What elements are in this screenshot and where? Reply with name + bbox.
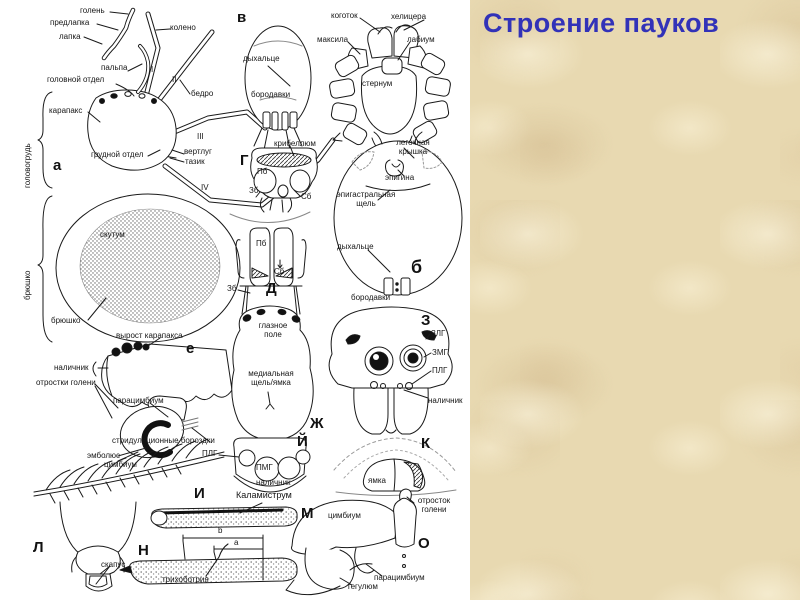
label-g-pb: Пб <box>257 167 268 176</box>
label-leg3: III <box>197 132 204 141</box>
label-leg2: II <box>172 75 177 84</box>
label-d-sb: Сб <box>274 267 285 276</box>
figure-v-drawing <box>245 26 311 150</box>
label-trikhobotriya: трихоботрия <box>162 575 209 584</box>
figure-m-drawing <box>151 503 297 528</box>
label-otrostok-goleni: отросток голени <box>417 496 451 514</box>
figure-letter-n: Н <box>138 542 149 559</box>
slide-title: Строение пауков <box>483 8 720 38</box>
label-karapaks: карапакс <box>49 106 83 115</box>
label-b-borodavki: бородавки <box>351 293 391 302</box>
label-bryushko-bottom: брюшко <box>51 316 81 325</box>
figure-letter-y: Й <box>297 433 308 450</box>
label-legochnaya-kryshka: легочная крышка <box>396 138 430 156</box>
label-palpa: пальпа <box>101 63 128 72</box>
label-khelitsera: хелицера <box>391 12 427 21</box>
label-o-paratsimbium: парацимбиум <box>374 573 425 582</box>
label-v-dykhaltse: дыхальце <box>243 54 280 63</box>
figure-letter-g: Г <box>240 152 249 169</box>
figure-letter-v: в <box>237 9 247 26</box>
label-zlg: ЗЛГ <box>431 329 446 338</box>
label-epigastralnaya-shchel: эпигастральная щель <box>336 190 396 208</box>
label-yamka: ямка <box>368 476 386 485</box>
label-y-plg: ПЛГ <box>202 449 218 458</box>
figure-l-drawing <box>60 502 136 591</box>
figure-k-drawing <box>334 435 456 496</box>
label-bracket-a: a <box>234 538 239 547</box>
figure-letter-d: Д <box>266 280 277 297</box>
label-bryushko-side: брюшко <box>23 270 32 300</box>
label-bedro: бедро <box>191 89 214 98</box>
label-v-borodavki: бородавки <box>251 90 291 99</box>
label-e-tsimbium: цимбиум <box>104 460 137 469</box>
figure-letter-k: К <box>421 435 431 452</box>
label-y-nalichnik: наличник <box>256 478 291 487</box>
label-o-tsimbium: цимбиум <box>328 511 361 520</box>
label-golen: голень <box>80 6 105 15</box>
label-maksila: максила <box>317 35 349 44</box>
figure-letter-b: б <box>411 257 423 277</box>
label-grudnoy-otdel: грудной отдел <box>91 150 144 159</box>
label-vertlug: вертлуг <box>184 147 212 156</box>
figure-letter-zh: Ж <box>310 415 324 432</box>
label-skapus: скапус <box>101 560 126 569</box>
label-koleno: колено <box>170 23 196 32</box>
label-embolyus: эмболюс <box>87 451 121 460</box>
figure-letter-z: З <box>421 312 431 329</box>
label-golovogrud-side: головогрудь <box>23 143 32 188</box>
label-epigina: эпигина <box>385 173 415 182</box>
figure-letter-i: И <box>194 485 205 502</box>
label-pmg: ПМГ <box>256 463 273 472</box>
label-kalamistrum: Каламиструм <box>236 490 292 500</box>
label-leg4: IV <box>201 183 209 192</box>
label-otrostki-goleni: отростки голени <box>36 378 96 387</box>
label-d-pb: Пб <box>256 239 267 248</box>
label-z-nalichnik: наличник <box>428 396 463 405</box>
label-golovnoy-otdel: головной отдел <box>47 75 105 84</box>
label-tegulyum: тегулюм <box>347 582 378 591</box>
label-labium: лабиум <box>407 35 435 44</box>
label-predlapka: предлапка <box>50 18 90 27</box>
label-stridulyatsionnye-borozdki: стридуляционные бороздки <box>112 436 215 445</box>
label-sternum: стернум <box>362 79 393 88</box>
label-medialnaya-shchel: медиальная щель/ямка <box>248 369 294 387</box>
label-e-paratsimbium: парацимбиум <box>113 396 164 405</box>
label-zmg: ЗМГ <box>432 348 448 357</box>
figure-letter-m: М <box>301 505 314 522</box>
label-tazik: тазик <box>185 157 205 166</box>
figure-letter-a: а <box>53 157 62 174</box>
figure-letter-o: О <box>418 535 430 552</box>
label-z-plg: ПЛГ <box>432 366 448 375</box>
label-e-nalichnik: наличник <box>54 363 89 372</box>
label-bracket-b: b <box>218 526 223 535</box>
label-glaznoe-pole: глазное поле <box>258 321 288 339</box>
label-g-zb: Зб <box>249 186 259 195</box>
label-kogotok: коготок <box>331 11 358 20</box>
label-skutum: скутум <box>100 230 125 239</box>
figure-letter-l: Л <box>33 539 44 556</box>
label-vyrost-karapaksa: вырост карапакса <box>116 331 183 340</box>
label-g-sb: Сб <box>301 192 312 201</box>
label-kribellyum: крибеллюм <box>274 139 316 148</box>
figure-d-drawing <box>236 228 306 315</box>
label-lapka: лапка <box>59 32 81 41</box>
label-d-zb: Зб <box>227 284 237 293</box>
label-b-dykhaltse: дыхальце <box>337 242 374 251</box>
label-leg1: I <box>151 65 154 74</box>
figure-letter-e: е <box>186 340 195 357</box>
